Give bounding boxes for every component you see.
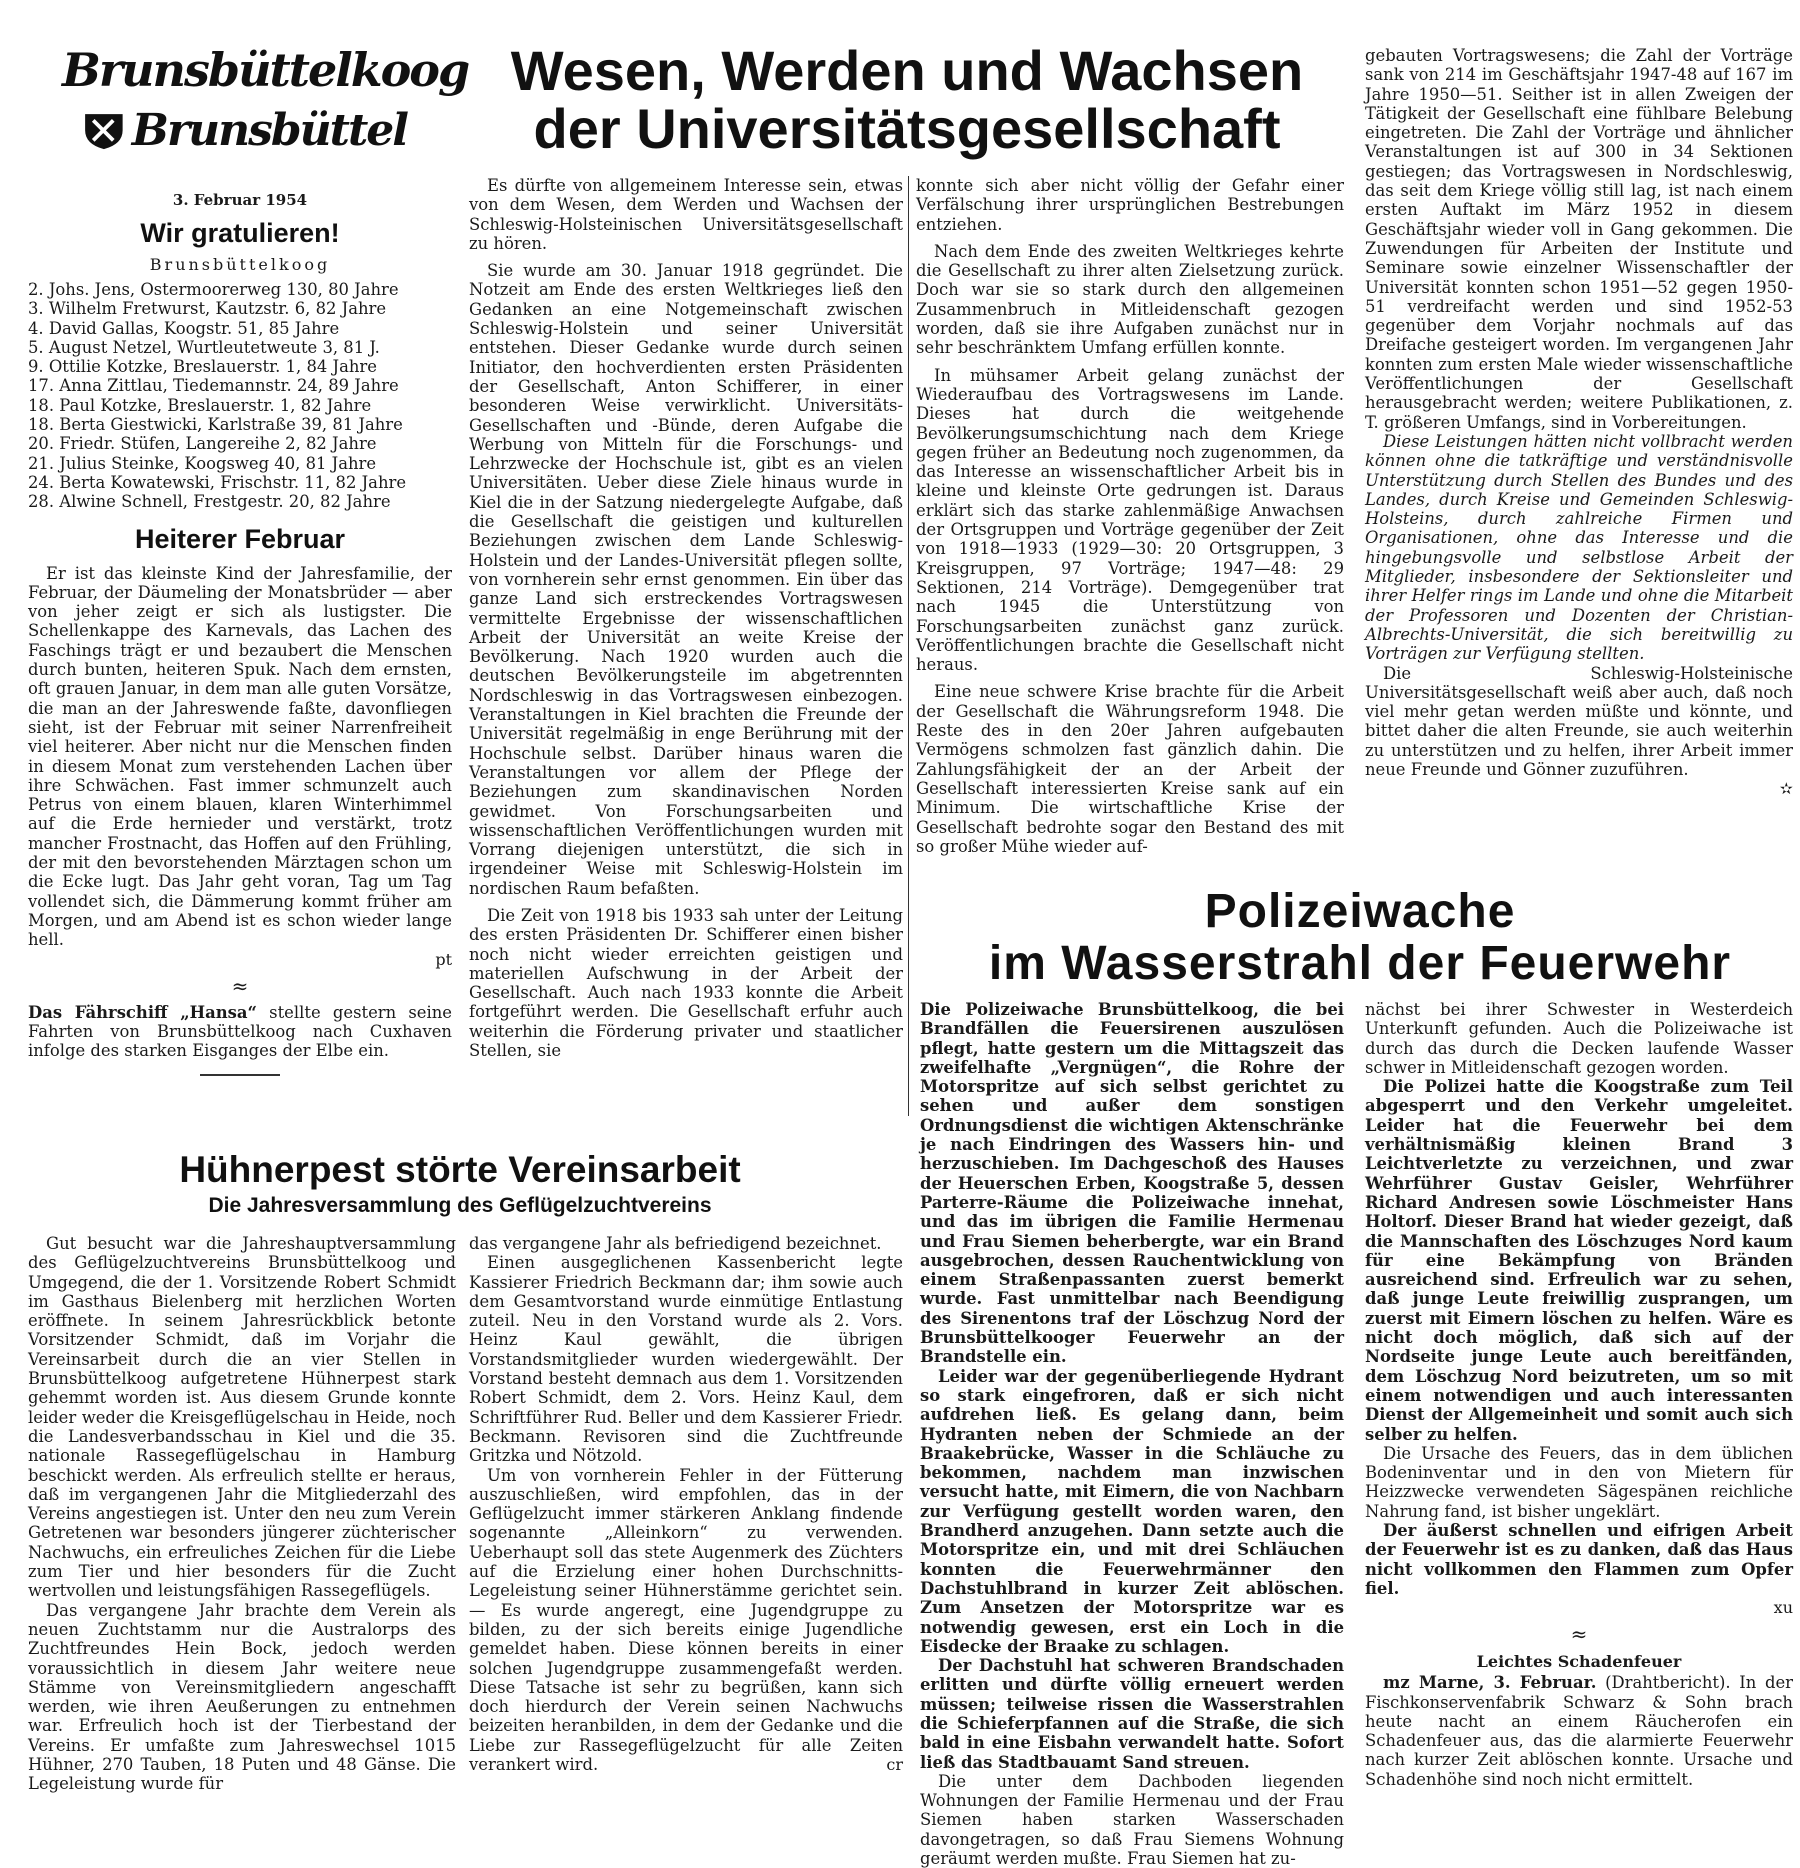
end-mark-icon: ✫ xyxy=(1779,779,1793,799)
paragraph: Leider war der gegenüberliegende Hydrant so stark eingefroren, daß er sich nicht aufdrehen ließ. Es gelang dann, beim Hydranten neben der Schmiede an der Braakebrücke, Wasser in die Schläuche zu bekommen, nachdem man inzwischen versucht hatte, mit Eimern, die von Nachbarn zur Verfügung gestellt worden waren, den Brandherd anzugehen. Dann setzte auch die Motorspritze ein, und mit drei Schläuchen konnten die Feuerwehrmänner den Dachstuhlbrand in kurzer Zeit ablöschen. Zum Ansetzen der Motorspritze war es notwendig gewesen, erst ein Loch in die Eisdecke der Braake zu schlagen. xyxy=(920,1366,1344,1656)
police-signature: xu xyxy=(1773,1598,1793,1618)
left-column xyxy=(28,190,452,1076)
paragraph: In mühsamer Arbeit gelang zunächst der Wiederaufbau des Vortragswesens im Lande. Dieses hat durch die weitgehende Bevölkerungsumschichtung nach dem Kriege gegen früher an Bedeutung noch zugenommen, da das Interesse an wissenschaftlicher Arbeit bis in kleine und kleinste Orte gedrungen ist. Daraus erklärt sich das starke zahlenmäßige Anwachsen der Ortsgruppen und Vorträge gegenüber der Zeit von 1918—1933 (1929—30: 20 Ortsgruppen, 3 Kreisgruppen, 97 Vorträge; 1947—48: 29 Sektionen, 214 Vorträge). Demgegenüber trat nach 1945 die Unterstützung von Forschungsarbeiten zunächst ganz zurück. Veröffentlichungen brachte die Gesellschaft nicht heraus. xyxy=(916,365,1344,675)
uni-headline xyxy=(462,39,1352,160)
police-headline xyxy=(930,886,1790,990)
list-item: 2. Johs. Jens, Ostermoorerweg 130, 80 Jahre xyxy=(28,280,399,299)
list-item: 18. Berta Giestwicki, Karlstraße 39, 81 Jahre xyxy=(28,415,403,435)
february-signature: pt xyxy=(435,949,452,969)
fire-notice xyxy=(1365,1673,1793,1789)
paragraph: Die Polizei hatte die Koogstraße zum Teil abgesperrt und den Verkehr umgeleitet. Leider hat die Feuerwehr bei dem verhältnismäßig kleinen Brand 3 Leichtverletzte zu verzeichnen, und zwar Wehrführer Gustav Geisler, Wehrführer Richard Andresen sowie Löschmeister Hans Holtorf. Dieser Brand hat wieder gezeigt, daß die Mannschaften des Löschzuges Nord kaum für eine Bekämpfung von Bränden ausreichend sind. Erfreulich war zu sehen, daß junge Leute freiwillig zusprangen, um zuerst mit Eimern löschen zu helfen. Wäre es nicht doch möglich, daß sich auf der Nordseite junge Leute auch bereitfänden, dem Löschzug Nord beizutreten, um so mit einem notwendigen und auch interessanten Dienst der Allgemeinheit und somit auch sich selber zu helfen. xyxy=(1365,1077,1793,1444)
poultry-headline: Hühnerpest störte Vereinsarbeit xyxy=(179,1149,741,1190)
uni-headline-line-1: Wesen, Werden und Wachsen xyxy=(510,39,1304,102)
february-heading: Heiterer Februar xyxy=(134,523,346,554)
list-item: 20. Friedr. Stüfen, Langereihe 2, 82 Jahre xyxy=(28,434,377,454)
paragraph: Sie wurde am 30. Januar 1918 gegründet. Die Notzeit am Ende des ersten Weltkrieges ließ den Gedanken an eine Notgemeinschaft zwischen Schleswig-Holstein und seiner Universität entstehen. Dieser Gedanke wurde durch seinen Initiator, den hochverdienten ersten Präsidenten der Gesellschaft, Anton Schifferer, in einer besonderen Weise verwirklicht. Universitäts-Gesellschaften und -Bünde, deren Aufgabe die Werbung von Mitteln für die Forschungs- und Lehrzwecke der Hochschule ist, gibt es an vielen Universitäten. Ueber diese Ziele hinaus wurde in Kiel die in der Satzung niedergelegte Aufgabe, daß die Gesellschaft die geistigen und kulturellen Beziehungen zwischen dem Lande Schleswig-Holstein und der Landes-Universität pflegen sollte, von vornherein sehr ernst genommen. Ein über das ganze Land sich erstreckendes Vortragswesen vermittelte Ergebnisse der wissenschaftlichen Arbeit der Universität an weite Kreise der Bevölkerung. Nach 1920 wurden auch die deutschen Bevölkerungsteile im abgetrennten Nordschleswig in das Vortragswesen einbezogen. Veranstaltungen in Kiel brachten die Freunde der Universität regelmäßig in enge Berührung mit der Hochschule selbst. Darüber hinaus waren die Veranstaltungen vor allem der Pflege der Beziehungen zum skandinavischen Norden gewidmet. Von Forschungsarbeiten und wissenschaftlichen Veröffentlichungen wurden mit Vorrang diejenigen unterstützt, die sich in irgendeiner Weise mit Schleswig-Holstein im nordischen Raum befaßten. xyxy=(469,261,903,898)
paragraph: Die unter dem Dachboden liegenden Wohnungen der Familie Hermenau und der Frau Siemen haben starken Wasserschaden davongetragen, so daß Frau Siemens Wohnung geräumt werden mußte. Frau Siemen hat zu- xyxy=(920,1771,1344,1868)
list-item: 5. August Netzel, Wurtleutetweute 3, 81 J. xyxy=(28,337,380,357)
february-text: Er ist das kleinste Kind der Jahresfamilie, der Februar, der Däumeling der Monatsbrüder — aber von jeher zeigt er sich als lustigster. Die Schellenkappe des Karnevals, das Lachen des Faschings trägt er und bezaubert die Menschen durch bunten, heiteren Spuk. Nach dem ernsten, oft grauen Januar, in dem man alle guten Vorsätze, die man an der Jahreswende faßte, davonfliegen sieht, ist der Februar mit seiner Narrenfreiheit viel heiterer. Aber nicht nur die Menschen finden in diesem Monat zum verstehenden Lachen über ihre Schwächen. Fast immer schmunzelt auch Petrus von einem blauen, klaren Winterhimmel auf die Erde hernieder und verstärkt, trotz mancher Frostnacht, das Hoffen auf den Frühling, der mit den bevorstehenden Märztagen schon um die Ecke lugt. Das Jahr geht voran, Tag um Tag vollendet sich, die Dämmerung kommt früher am Morgen, und am Abend ist es schon wieder lange hell. xyxy=(28,563,452,950)
divider-wave: ≈ xyxy=(231,973,249,998)
paragraph: nächst bei ihrer Schwester in Westerdeich Unterkunft gefunden. Auch die Polizeiwache ist durch das durch die Decken laufende Wasser schwer in Mitleidenschaft gezogen worden. xyxy=(1365,1000,1793,1077)
paragraph: Eine neue schwere Krise brachte für die Arbeit der Gesellschaft die Währungsreform 1948. Die Reste des in den 20er Jahren aufgebauten Vermögens schmolzen fast gänzlich dahin. Die Zahlungsfähigkeit der an der Arbeit der Gesellschaft interessierten Kreise sank auf ein Minimum. Die wirtschaftliche Krise der Gesellschaft bedrohte sogar den Bestand des mit so großer Mühe wieder auf- xyxy=(916,682,1344,856)
list-item: 3. Wilhelm Fretwurst, Kautzstr. 6, 82 Jahre xyxy=(28,299,387,319)
congrats-list xyxy=(28,280,452,512)
logo-top-text: Brunsbüttelkoog xyxy=(62,43,469,97)
police-column-2 xyxy=(1365,1000,1793,1789)
police-headline-line-1: Polizeiwache xyxy=(1204,885,1516,938)
issue-date: 3. Februar 1954 xyxy=(172,191,308,209)
paragraph: Der äußerst schnellen und eifrigen Arbeit der Feuerwehr ist es zu danken, daß das Haus nicht vollkommen den Flammen zum Opfer fiel. xyxy=(1365,1521,1793,1598)
paragraph: Das vergangene Jahr brachte dem Verein als neuen Zuchtstamm nur die Australorps des Zuchtfreundes Hein Bock, jedoch werden voraussichtlich in diesem Jahr weitere neue Stämme von Vereinsmitgliedern angeschafft werden, wie ihren Aeußerungen zu entnehmen war. Erfreulich hoch ist der Tierbestand der Vereins. Er umfaßte zum Jahreswechsel 1015 Hühner, 270 Tauben, 18 Puten und 48 Gänse. Die Legeleistung wurde für xyxy=(28,1600,456,1794)
ferry-lead: Das Fährschiff „Hansa“ xyxy=(28,1002,257,1022)
paragraph: konnte sich aber nicht völlig der Gefahr einer Verfälschung ihrer ursprünglichen Bestrebungen entziehen. xyxy=(916,176,1344,234)
paragraph: Der Dachstuhl hat schweren Brandschaden erlitten und dürfte völlig erneuert werden müssen; teilweise rissen die Wasserstrahlen die Schieferpfannen auf die Straße, die sich bald in eine Eisbahn verwandelt hatte. Sofort ließ das Stadtbauamt Sand streuen. xyxy=(920,1656,1344,1772)
paragraph: Die Polizeiwache Brunsbüttelkoog, die bei Brandfällen die Feuersirenen auszulösen pflegt, hatte gestern um die Mittagszeit das zweifelhafte „Vergnügen“, die Rohre der Motorspritze auf sich selbst gerichtet zu sehen und außer dem sonstigen Ordnungsdienst die wichtigen Aktenschränke je nach Eindringen des Wassers hin- und herzuschieben. Im Dachgeschoß des Hauses der Heuerschen Erben, Koogstraße 5, dessen Parterre-Räume die Polizeiwache innehat, und das im übrigen die Familie Hermenau und Frau Siemen beherbergte, war ein Brand ausgebrochen, dessen Rauchentwicklung von einem Straßenpassanten zuerst bemerkt wurde. Fast unmittelbar nach Beendigung des Sirenentons traf der Löschzug Nord der Brunsbüttelkooger Feuerwehr an der Brandstelle ein. xyxy=(920,1000,1344,1367)
police-headline-line-2: im Wasserstrahl der Feuerwehr xyxy=(988,937,1732,990)
poultry-subtitle: Die Jahresversammlung des Geflügelzuchtvereins xyxy=(208,1194,712,1217)
list-item: 9. Ottilie Kotzke, Breslauerstr. 1, 84 Jahre xyxy=(28,357,377,377)
paragraph: Einen ausgeglichenen Kassenbericht legte Kassierer Friedrich Beckmann dar; ihm sowie auch dem Gesamtvorstand wurde einmütige Entlastung zuteil. Neu in den Vorstand wurde als 2. Vors. Heinz Kaul gewählt, die übrigen Vorstandsmitglieder wurden wiedergewählt. Der Vorstand besteht demnach aus dem 1. Vorsitzenden Robert Schmidt, dem 2. Vors. Heinz Kaul, dem Schriftführer Rud. Beller und dem Kassierer Friedr. Beckmann. Revisoren sind die Zuchtfreunde Gritzka und Nötzold. xyxy=(469,1253,903,1466)
uni-column-2 xyxy=(916,176,1344,856)
paragraph: Diese Leistungen hätten nicht vollbracht werden können ohne die tatkräftige und verständnisvolle Unterstützung durch Stellen des Bundes und des Landes, durch Kreise und Gemeinden Schleswig-Holsteins, durch zahlreiche Firmen und Organisationen, ohne das Interesse und die hingebungsvolle und selbstlose Arbeit der Mitglieder, insbesondere der Sektionsleiter und ihrer Helfer rings im Lande und ohne die Mitarbeit der Professoren und Dozenten der Christian-Albrechts-Universität, die sich bereitwillig zu Vorträgen zur Verfügung stellten. xyxy=(1365,431,1793,664)
paragraph: Die Zeit von 1918 bis 1933 sah unter der Leitung des ersten Präsidenten Dr. Schifferer einen bisher noch nicht wieder erreichten geistigen und materiellen Aufschwung in der Arbeit der Gesellschaft. Auch nach 1933 konnte die Arbeit fortgeführt werden. Die Gesellschaft erfuhr auch weiterhin die Förderung privater und staatlicher Stellen, sie xyxy=(469,905,903,1061)
fire-lead: mz Marne, 3. Februar. xyxy=(1383,1673,1597,1693)
ferry-text: stellte gestern seine Fahrten von Brunsbüttelkoog nach Cuxhaven infolge des starken Eisganges der Elbe ein. xyxy=(28,1002,452,1061)
ferry-notice xyxy=(28,1003,452,1061)
fire-heading: Leichtes Schadenfeuer xyxy=(1476,1652,1682,1672)
fire-text: (Drahtbericht). In der Fischkonservenfabrik Schwarz & Sohn brach heute nacht an einem Räucherofen ein Schadenfeuer aus, das die alarmierte Feuerwehr nach kurzer Zeit ablöschen konnte. Ursache und Schadenhöhe sind noch nicht ermittelt. xyxy=(1365,1673,1793,1789)
poultry-signature: cr xyxy=(886,1755,903,1775)
paragraph: Es dürfte von allgemeinem Interesse sein, etwas von dem Wesen, dem Werden und Wachsen der Schleswig-Holsteinischen Universitätsgesellschaft zu hören. xyxy=(469,176,903,253)
poultry-column-1 xyxy=(28,1234,456,1794)
paragraph: das vergangene Jahr als befriedigend bezeichnet. xyxy=(469,1234,882,1253)
list-item: 24. Berta Kowatewski, Frischstr. 11, 82 Jahre xyxy=(28,472,407,492)
paragraph: Um von vornherein Fehler in der Fütterung auszuschließen, wird empfohlen, das in der Geflügelzucht immer stärkeren Anklang findende sogenannte „Alleinkorn“ zu verwenden. Ueberhaupt soll das stete Augenmerk des Züchters auf die Erzielung einer hohen Durchschnitts-Legeleistung seiner Hühnerstämme gerichtet sein. — Es wurde angeregt, eine Jugendgruppe zu bilden, zu der sich bereits einige Jugendliche gemeldet haben. Diese können bereits in einer solchen Jugendgruppe zusammengefaßt werden. Diese Tatsache ist sehr zu begrüßen, kann sich doch hierdurch der Verein seinen Nachwuchs beizeiten heranbilden, in dem der Gedanke und die Liebe zur Rassegeflügelzucht für alle Zeiten verankert wird. xyxy=(469,1465,903,1775)
list-item: 28. Alwine Schnell, Frestgestr. 20, 82 Jahre xyxy=(28,492,391,512)
list-item: 21. Julius Steinke, Koogsweg 40, 81 Jahre xyxy=(28,453,377,473)
divider-rule xyxy=(200,1074,280,1076)
divider-wave: ≈ xyxy=(1570,1622,1588,1647)
list-item: 4. David Gallas, Koogstr. 51, 85 Jahre xyxy=(28,318,340,338)
paragraph: gebauten Vortragswesens; die Zahl der Vorträge sank von 214 im Geschäftsjahr 1947-48 auf 167 im Jahre 1950—51. Seither ist in allen Zweigen der Tätigkeit der Gesellschaft eine fühlbare Belebung eingetreten. Die Zahl der Vorträge und ähnlicher Veranstaltungen ist auf 300 in 34 Sektionen gestiegen; das Vortragswesen in Nordschleswig, das seit dem Kriege völlig still lag, ist nach einem ersten Auftakt im März 1952 in diesem Geschäftsjahr wieder voll in Gang gekommen. Die Zuwendungen für Arbeiten der Institute und Seminare sowie einzelner Wissenschaftler der Universität konnten schon 1951—52 gegen 1950-51 verdreifacht werden und sind 1952-53 gegenüber dem Vorjahr nochmals auf das Dreifache gesteigert worden. Im vergangenen Jahr konnten zum ersten Male wieder wissenschaftliche Veröffentlichungen der Gesellschaft herausgebracht werden; weitere Publikationen, z. T. größeren Umfangs, sind in Vorbereitungen. xyxy=(1365,46,1793,432)
uni-headline-line-2: der Universitätsgesellschaft xyxy=(533,97,1281,160)
coat-of-arms-icon xyxy=(82,100,126,162)
congrats-heading: Wir gratulieren! xyxy=(140,218,340,248)
paragraph: Nach dem Ende des zweiten Weltkrieges kehrte die Gesellschaft zu ihrer alten Zielsetzung zurück. Doch war sie so stark durch den allgemeinen Zusammenbruch in Mitleidenschaft gezogen worden, daß sie ihre Aufgaben zunächst nur in sehr beschränktem Umfang erfüllen konnte. xyxy=(916,241,1344,358)
paragraph: Gut besucht war die Jahreshauptversammlung des Geflügelzuchtvereins Brunsbüttelkoog und Umgegend, die der 1. Vorsitzende Robert Schmidt im Gasthaus Bielenberg mit herzlichen Worten eröffnete. In seinem Jahresrückblick betonte Vorsitzender Schmidt, daß im Vorjahr die Vereinsarbeit durch die an vier Stellen in Brunsbüttelkoog aufgetretene Hühnerpest stark gehemmt worden ist. Aus diesem Grunde konnte leider weder die Kreisgeflügelschau in Heide, noch die Landesverbandsschau in Kiel und die 35. nationale Rassegeflügelschau in Hamburg beschickt werden. Als erfreulich stellte er heraus, daß im vergangenen Jahr die Mitgliederzahl des Vereins angestiegen ist. Unter den neu zum Verein Getretenen war besonders jüngerer züchterischer Nachwuchs, ein erfreuliches Zeichen für die Liebe zum Tier und hier besonders für die Zucht wertvollen und leistungsfähigen Rassegeflügels. xyxy=(28,1234,456,1601)
uni-column-3 xyxy=(1365,46,1793,798)
masthead-logo xyxy=(62,43,469,164)
uni-column-1 xyxy=(469,176,903,1060)
column-rule xyxy=(908,176,909,1116)
paragraph: Die Schleswig-Holsteinische Universitätsgesellschaft weiß aber auch, daß noch viel mehr getan werden müßte und könnte, und bittet daher die alten Freunde, sie auch weiterhin zu unterstützen und zu helfen, ihrer Arbeit immer neue Freunde und Gönner zuzuführen. xyxy=(1365,663,1793,779)
congrats-place: Brunsbüttelkoog xyxy=(149,255,331,274)
list-item: 17. Anna Zittlau, Tiedemannstr. 24, 89 Jahre xyxy=(28,376,399,396)
list-item: 18. Paul Kotzke, Breslauerstr. 1, 82 Jahre xyxy=(28,395,372,415)
poultry-column-2 xyxy=(469,1234,903,1774)
police-column-1 xyxy=(920,1000,1344,1868)
paragraph: Die Ursache des Feuers, das in dem üblichen Bodeninventar und in den von Mietern für Heizzwecke verwendeten Sägespänen reichliche Nahrung fand, ist bisher ungeklärt. xyxy=(1365,1443,1793,1521)
logo-bottom-text: Brunsbüttel xyxy=(131,105,407,156)
